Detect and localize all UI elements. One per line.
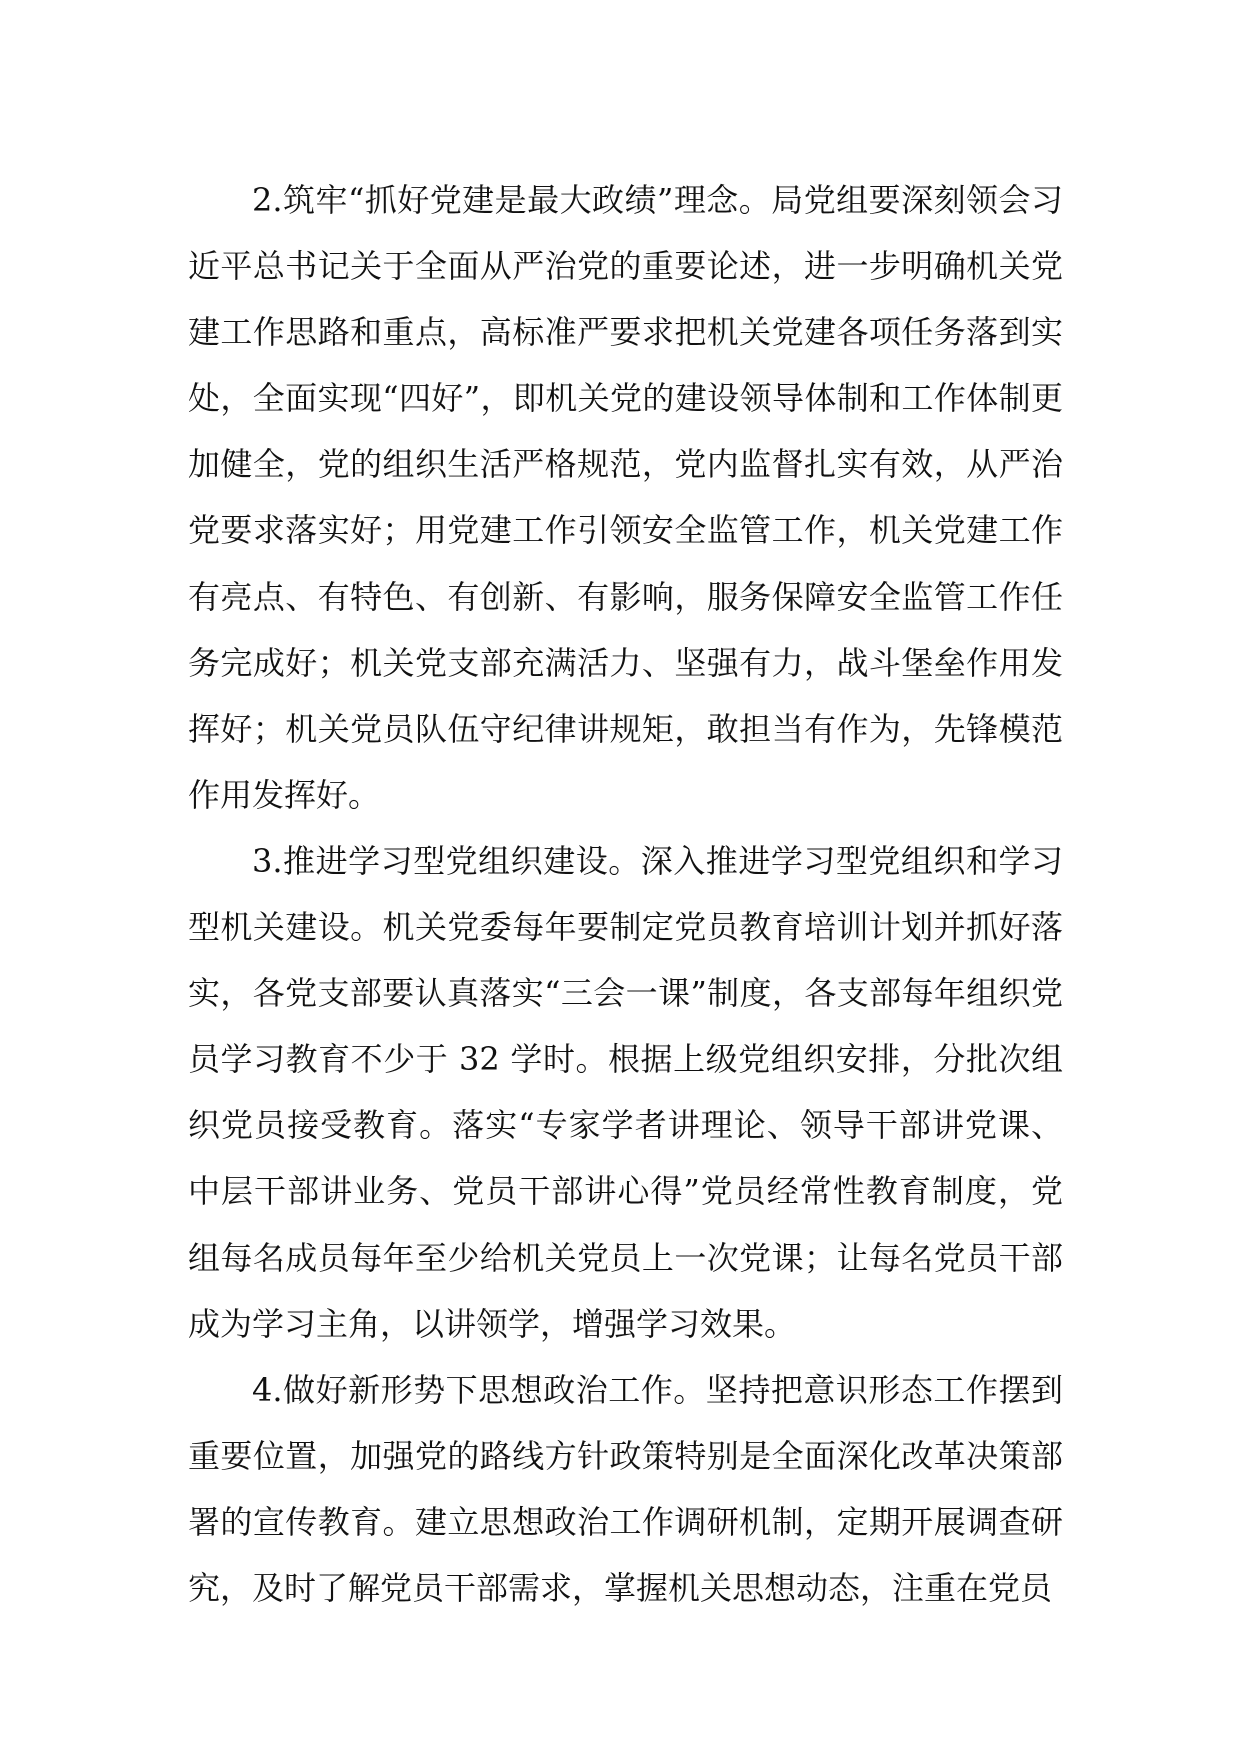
paragraph-ideological-work: 4.做好新形势下思想政治工作。坚持把意识形态工作摆到重要位置，加强党的路线方针政策特别是全面深化改革决策部署的宣传教育。建立思想政治工作调研机制，定期开展调查研究，及时了解党员干部需求，掌握机关思想动态，注重在党员 xyxy=(188,1370,1063,1607)
paragraph-party-building-concept: 2.筑牢“抓好党建是最大政绩”理念。局党组要深刻领会习近平总书记关于全面从严治党的重要论述，进一步明确机关党建工作思路和重点，高标准严要求把机关党建各项任务落到实处，全面实现“四好”，即机关党的建设领导体制和工作体制更加健全，党的组织生活严格规范，党内监督扎实有效，从严治党要求落实好；用党建工作引领安全监管工作，机关党建工作有亮点、有特色、有创新、有影响，服务保障安全监管工作任务完成好；机关党支部充满活力、坚强有力，战斗堡垒作用发挥好；机关党员队伍守纪律讲规矩，敢担当有作为，先锋模范作用发挥好。 xyxy=(188,181,1063,814)
document-body xyxy=(188,167,1063,1621)
paragraph-learning-organization: 3.推进学习型党组织建设。深入推进学习型党组织和学习型机关建设。机关党委每年要制定党员教育培训计划并抓好落实，各党支部要认真落实“三会一课”制度，各支部每年组织党员学习教育不少于 32 学时。根据上级党组织安排，分批次组织党员接受教育。落实“专家学者讲理论、领导干部讲党课、中层干部讲业务、党员干部讲心得”党员经常性教育制度，党组每名成员每年至少给机关党员上一次党课；让每名党员干部成为学习主角，以讲领学，增强学习效果。 xyxy=(188,841,1063,1343)
